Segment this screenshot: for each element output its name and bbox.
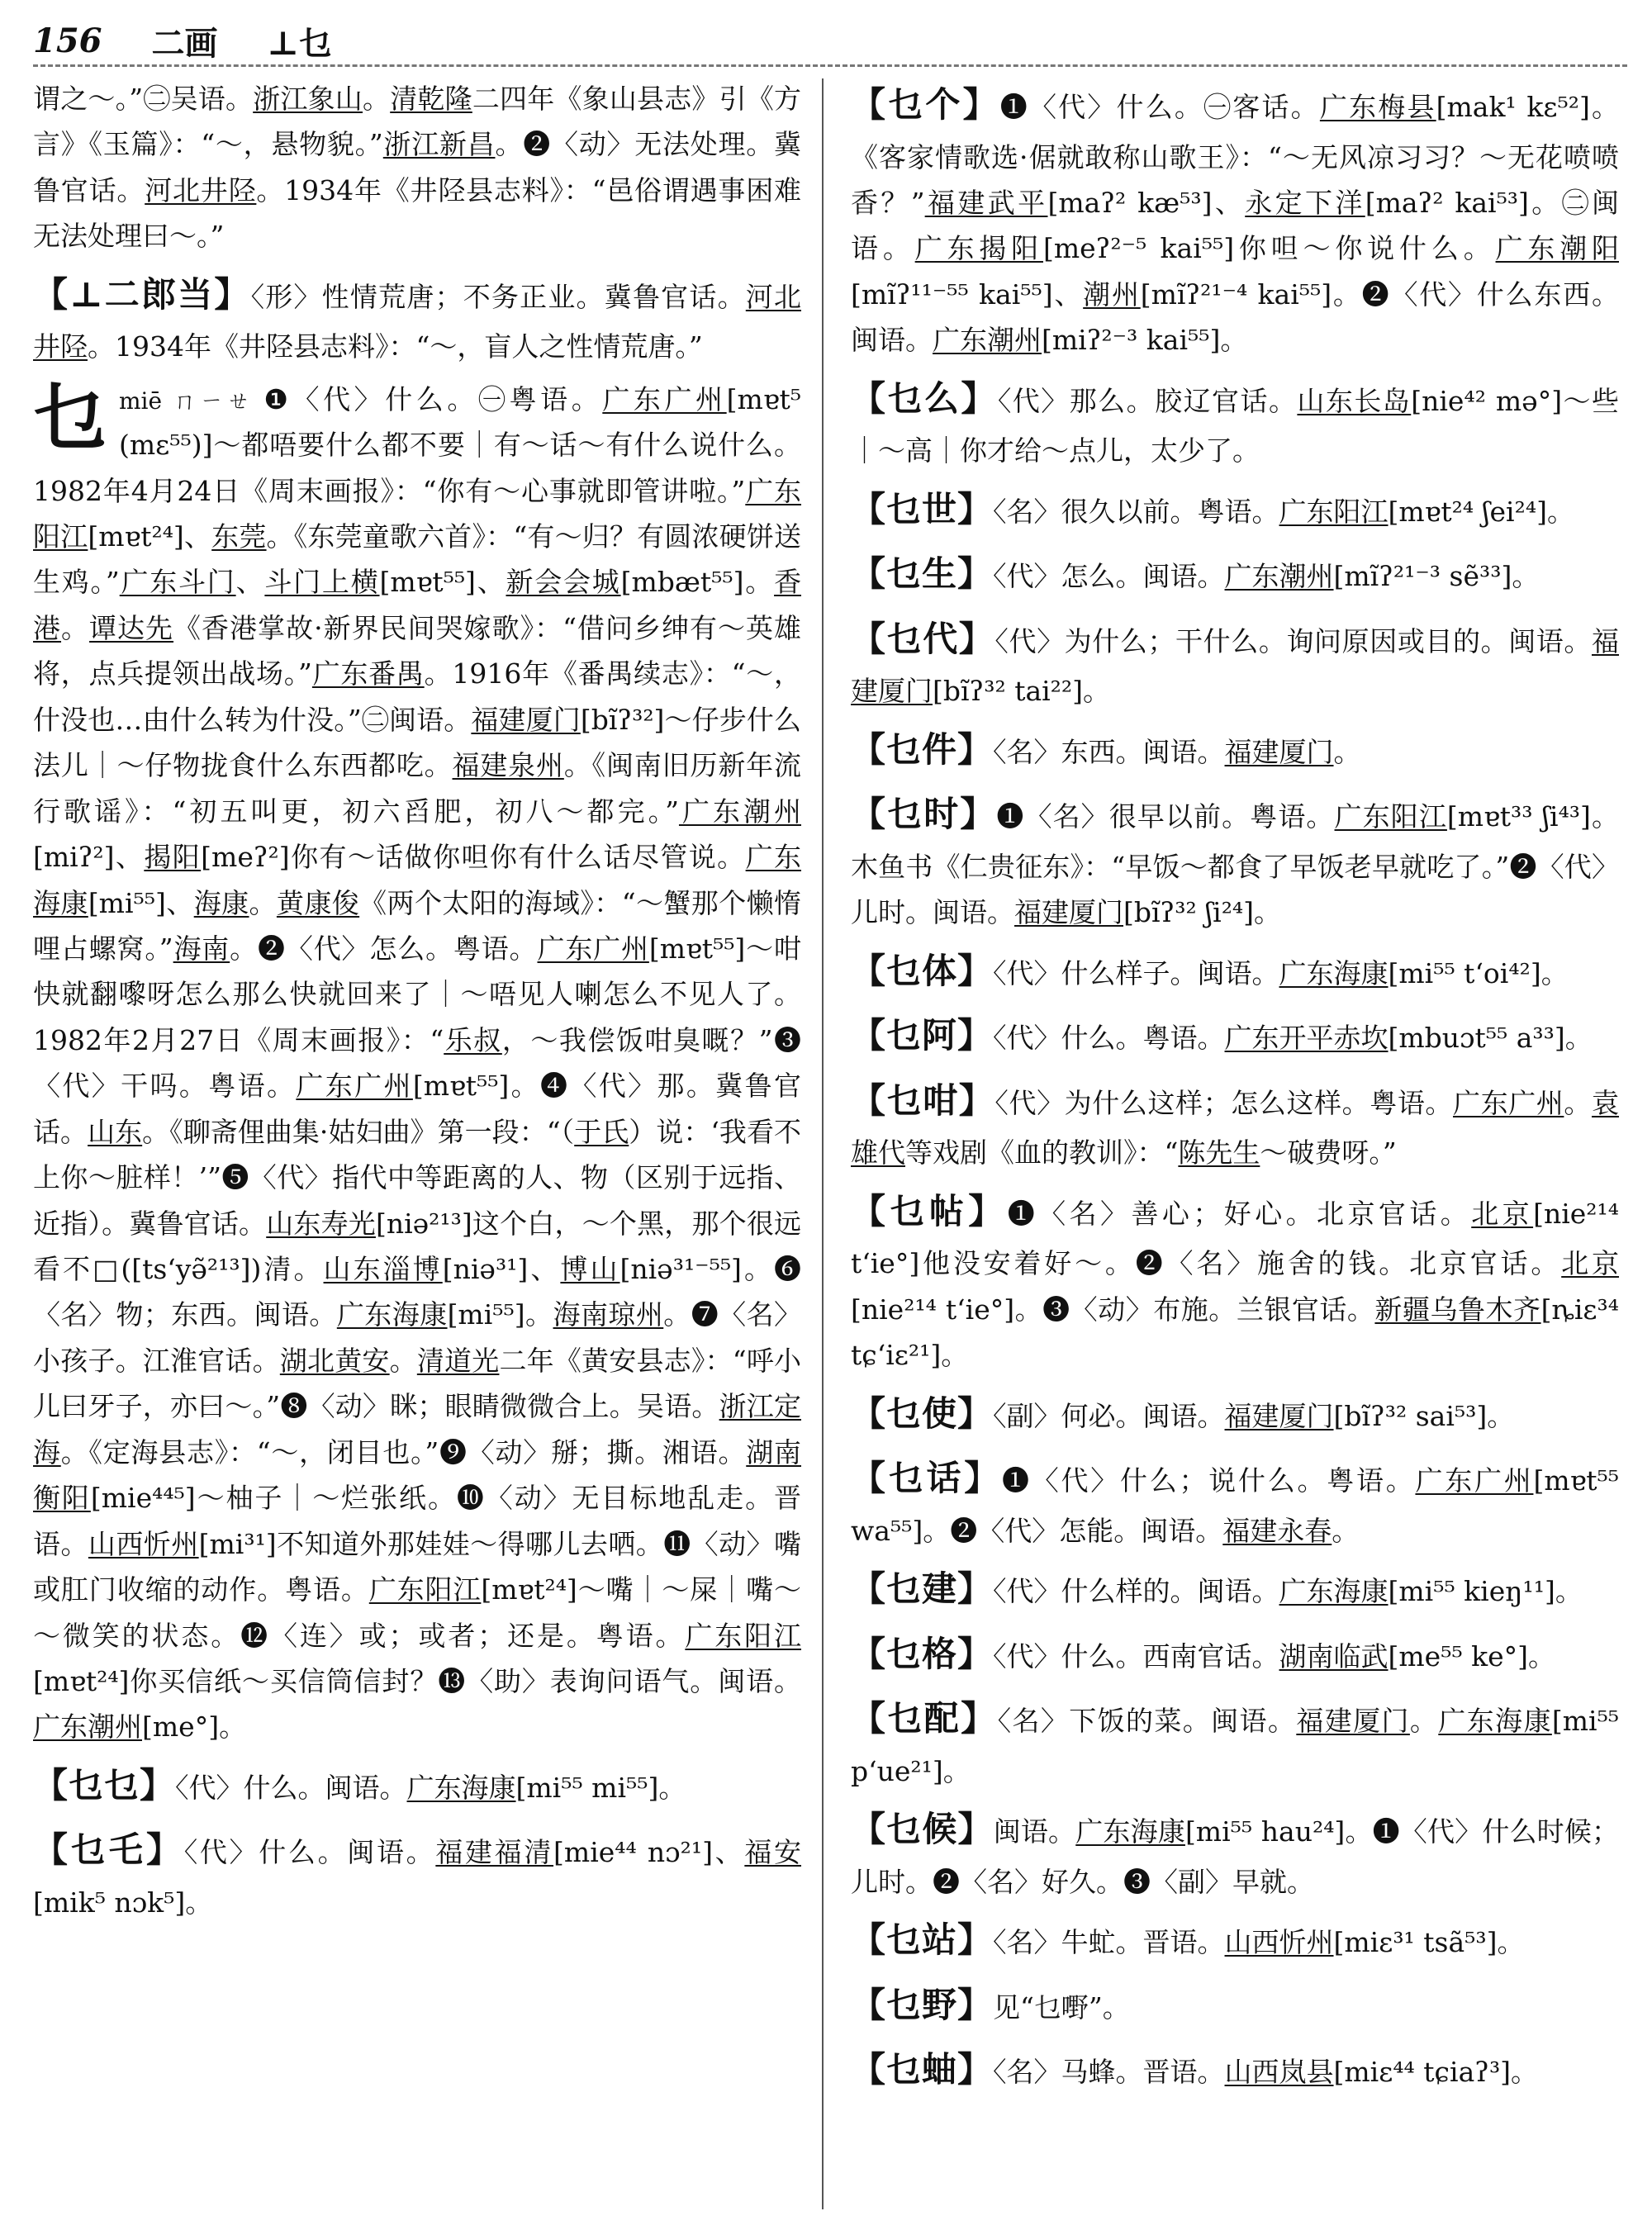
dictionary-entry: 【乜乜】〈代〉什么。闽语。广东海康[mi⁵⁵ mi⁵⁵]。 [33, 1764, 686, 1805]
dictionary-entry: 【乜候】闽语。广东海康[mi⁵⁵ hau²⁴]。❶〈代〉什么时候；儿时。❷〈名〉好久。❸〈副〉早就。 [851, 1809, 1619, 1898]
dictionary-entry: 谓之～。”㊁吴语。浙江象山。清乾隆二四年《象山县志》引《方言》《玉篇》：“～，悬物貌。”浙江新昌。❷〈动〉无法处理。冀鲁官话。河北井陉。1934年《井陉县志料》：“邑俗谓遇事困难无法处理曰～。” [33, 83, 801, 253]
dictionary-entry: 乜miē ㄇㄧㄝ ❶〈代〉什么。㊀粤语。广东广州[mɐt⁵ (mɛ⁵⁵)]～都唔要什么都不要｜有～话～有什么说什么。1982年4月24日《周末画报》：“你有～心事就即管讲啦。”广东阳江[mɐt²⁴]、东莞。《东莞童歌六首》：“有～归？有圆浓硬饼送生鸡。”广东斗门、斗门上横[mɐt⁵⁵]、新会会城[mbæt⁵⁵]。香港。谭达先《香港掌故·新界民间哭嫁歌》：“借问乡绅有～英雄将，点兵提领出战场。”广东番禺。1916年《番禺续志》：“～，什没也…由什么转为什没。”㊁闽语。福建厦门[bĩʔ³²]～仔步什么法儿｜～仔物拢食什么东西都吃。福建泉州。《闽南旧历新年流行歌谣》：“初五叫更，初六舀肥，初八～都完。”广东潮州[miʔ²]、揭阳[meʔ²]你有～话做你呾你有什么话尽管说。广东海康[mi⁵⁵]、海康。黄康俊《两个太阳的海域》：“～蟹那个懒惰哩占螺窝。”海南。❷〈代〉怎么。粤语。广东广州[mɐt⁵⁵]～咁快就翻嚟呀怎么那么快就回来了｜～唔见人喇怎么不见人了。1982年2月27日《周末画报》：“乐叔，～我偿饭咁臭嘅？”❸〈代〉干吗。粤语。广东广州[mɐt⁵⁵]。❹〈代〉那。冀鲁官话。山东。《聊斋俚曲集·姑妇曲》第一段：“（于氏）说：‘我看不上你～脏样！’”❺〈代〉指代中等距离的人、物（区别于远指、近指）。冀鲁官话。山东寿光[niə²¹³]这个白，～个黑，那个很远看不□([tsʻyə̃²¹³])清。山东淄博[niə³¹]、博山[niə³¹⁻⁵⁵]。❻〈名〉物；东西。闽语。广东海康[mi⁵⁵]。海南琼州。❼〈名〉小孩子。江淮官话。湖北黄安。清道光二年《黄安县志》：“呼小儿曰牙子，亦曰～。”❽〈动〉眯；眼睛微微合上。吴语。浙江定海。《定海县志》：“～，闭目也。”❾〈动〉掰；撕。湘语。湖南衡阳[mie⁴⁴⁵]～柚子｜～烂张纸。❿〈动〉无目标地乱走。晋语。山西忻州[mi³¹]不知道外那娃娃～得哪儿去哂。⓫〈动〉嘴或肛门收缩的动作。粤语。广东阳江[mɐt²⁴]～嘴｜～屎｜嘴～～微笑的状态。⓬〈连〉或；或者；还是。粤语。广东阳江[mɐt²⁴]你买信纸～买信筒信封？⓭〈助〉表询问语气。闽语。广东潮州[me°]。 [33, 372, 801, 1744]
page-header [33, 15, 1619, 66]
dictionary-entry: 【乜体】〈代〉什么样子。闽语。广东海康[mi⁵⁵ tʻoi⁴²]。 [851, 950, 1569, 991]
dictionary-entry: 【乜格】〈代〉什么。西南官话。湖南临武[me⁵⁵ ke°]。 [851, 1633, 1556, 1674]
dictionary-entry: 【乜世】〈名〉很久以前。粤语。广东阳江[mɐt²⁴ ʃei²⁴]。 [851, 488, 1574, 529]
dictionary-entry: 【乜个】❶〈代〉什么。㊀客话。广东梅县[mak¹ kɛ⁵²]。《客家情歌选·倨就敢称山歌王》：“～无风凉习习？～无花喷喷香？”福建武平[maʔ² kæ⁵³]、永定下洋[maʔ² kai⁵³]。㊁闽语。广东揭阳[meʔ²⁻⁵ kai⁵⁵]你呾～你说什么。广东潮阳[mĩʔ¹¹⁻⁵⁵ kai⁵⁵]、潮州[mĩʔ²¹⁻⁴ kai⁵⁵]。❷〈代〉什么东西。闽语。广东潮州[miʔ²⁻³ kai⁵⁵]。 [851, 84, 1619, 357]
dictionary-entry: 【乜蚰】〈名〉马蜂。晋语。山西岚县[miɛ⁴⁴ tɕiaʔ³]。 [851, 2049, 1539, 2090]
dictionary-entry: 【⊥二郎当】〈形〉性情荒唐；不务正业。冀鲁官话。河北井陉。1934年《井陉县志料》：“～，盲人之性情荒唐。” [33, 273, 801, 363]
left-column [33, 76, 801, 2215]
dictionary-entry: 【乜么】〈代〉那么。胶辽官话。山东长岛[nie⁴² mə°]～些｜～高｜你才给～点儿，太少了。 [851, 377, 1619, 467]
dictionary-entry: 【乜配】〈名〉下饭的菜。闽语。福建厦门。广东海康[mi⁵⁵ pʻue²¹]。 [851, 1698, 1619, 1787]
dictionary-entry: 【乜阿】〈代〉什么。粤语。广东开平赤坎[mbuɔt⁵⁵ a³³]。 [851, 1015, 1593, 1056]
right-column [851, 76, 1619, 2215]
header-chars: ⊥乜 [267, 23, 332, 63]
dictionary-entry: 【乜代】〈代〉为什么；干什么。询问原因或目的。闽语。福建厦门[bĩʔ³² tai²²]。 [851, 618, 1619, 708]
dictionary-entry: 【乜建】〈代〉什么样的。闽语。广东海康[mi⁵⁵ kieŋ¹¹]。 [851, 1568, 1583, 1610]
section-label: 二画 [151, 23, 218, 63]
dictionary-entry: 【乜生】〈代〉怎么。闽语。广东潮州[mĩʔ²¹⁻³ sẽ³³]。 [851, 553, 1540, 595]
dictionary-entry: 【乜乇】〈代〉什么。闽语。福建福清[mie⁴⁴ nɔ²¹]、福安[mik⁵ nɔk⁵]。 [33, 1829, 801, 1919]
dictionary-entry: 【乜帖】❶〈名〉善心；好心。北京官话。北京[nie²¹⁴ tʻie°]他没安着好～。❷〈名〉施舍的钱。北京官话。北京[nie²¹⁴ tʻie°]。❸〈动〉布施。兰银官话。新疆乌鲁木齐[ȵiɛ³⁴ tɕʻiɛ²¹]。 [851, 1190, 1619, 1372]
dictionary-entry: 【乜咁】〈代〉为什么这样；怎么这样。粤语。广东广州。袁雄代等戏剧《血的教训》：“陈先生～破费呀。” [851, 1079, 1619, 1170]
dictionary-entry: 【乜使】〈副〉何必。闽语。福建厦门[bĩʔ³² sai⁵³]。 [851, 1393, 1515, 1434]
dictionary-entry: 【乜时】❶〈名〉很早以前。粤语。广东阳江[mɐt³³ ʃi⁴³]。木鱼书《仁贵征东》：“早饭～都食了早饭老早就吃了。”❷〈代〉儿时。闽语。福建厦门[bĩʔ³² ʃi²⁴]。 [851, 794, 1619, 929]
page-number: 156 [33, 21, 102, 60]
dictionary-entry: 【乜野】见“乜嘢”。 [851, 1984, 1130, 2025]
dictionary-entry: 【乜站】〈名〉牛虻。晋语。山西忻州[miɛ³¹ tsã⁵³]。 [851, 1919, 1525, 1961]
dictionary-entry: 【乜件】〈名〉东西。闽语。福建厦门。 [851, 728, 1361, 770]
column-divider [822, 78, 824, 2209]
header-rule [33, 64, 1627, 67]
dictionary-entry: 【乜话】❶〈代〉什么；说什么。粤语。广东广州[mɐt⁵⁵ wa⁵⁵]。❷〈代〉怎能。闽语。福建永春。 [851, 1458, 1619, 1547]
